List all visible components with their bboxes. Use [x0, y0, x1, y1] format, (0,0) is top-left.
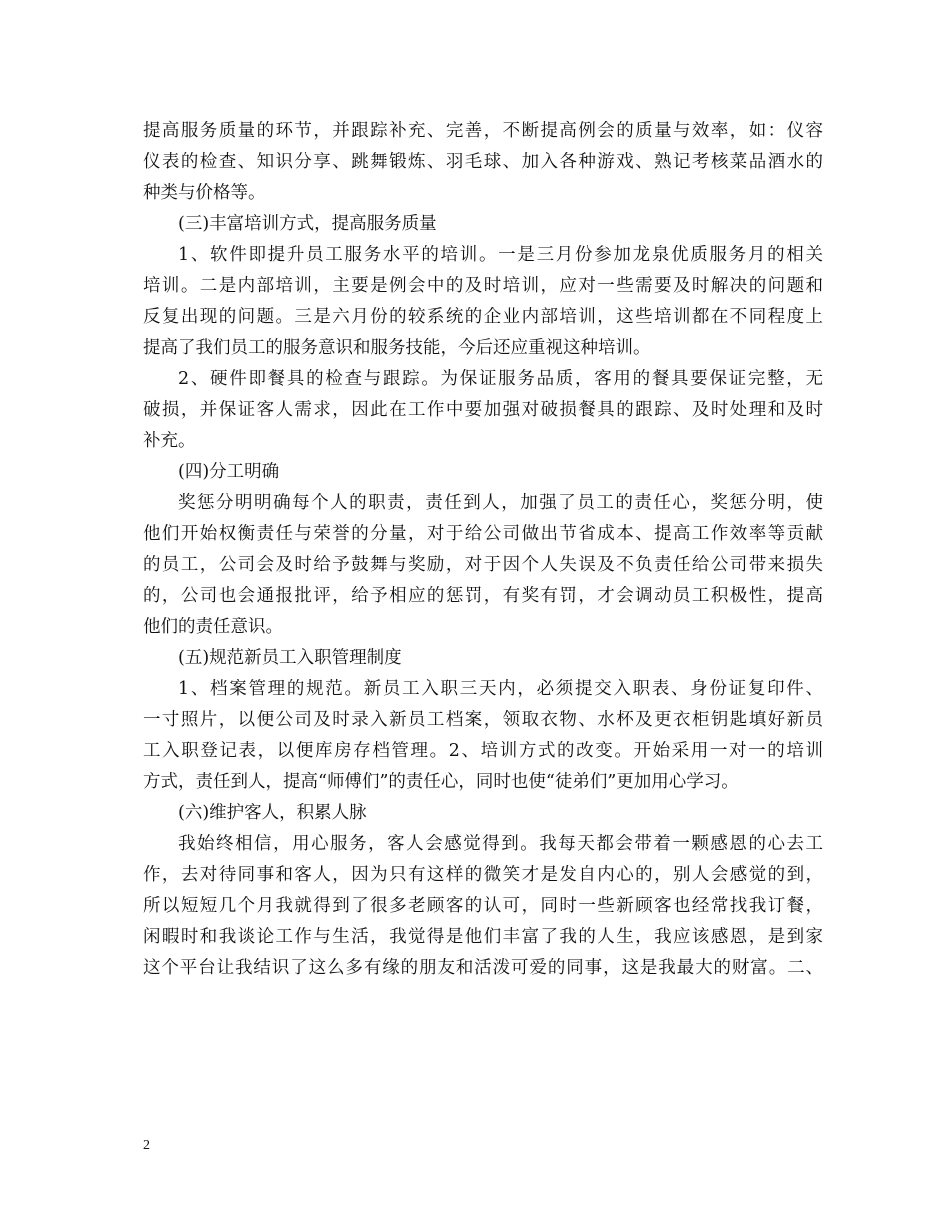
- document-body: [143, 116, 823, 984]
- text-line: 工入职登记表，以便库房存档管理。2、培训方式的改变。开始采用一对一的培训: [143, 741, 823, 761]
- text-line: 所以短短几个月我就得到了很多老顾客的认可，同时一些新顾客也经常找我订餐，: [143, 896, 823, 916]
- page-number: 2: [143, 1138, 150, 1153]
- text-line: 作，去对待同事和客人，因为只有这样的微笑才是发自内心的，别人会感觉的到，: [143, 865, 823, 885]
- text-line: 破损，并保证客人需求，因此在工作中要加强对破损餐具的跟踪、及时处理和及时: [143, 400, 823, 420]
- text-line: 的，公司也会通报批评，给予相应的惩罚，有奖有罚，才会调动员工积极性，提高: [143, 586, 823, 606]
- text-line: 我始终相信，用心服务，客人会感觉得到。我每天都会带着一颗感恩的心去工: [178, 834, 823, 854]
- text-line: 1、档案管理的规范。新员工入职三天内，必须提交入职表、身份证复印件、: [178, 679, 823, 699]
- section-heading-3: (三)丰富培训方式，提高服务质量: [178, 214, 437, 234]
- text-line: 反复出现的问题。三是六月份的较系统的企业内部培训，这些培训都在不同程度上: [143, 307, 823, 327]
- text-line: 提高了我们员工的服务意识和服务技能，今后还应重视这种培训。: [143, 338, 651, 358]
- text-line: 方式，责任到人，提高“师傅们”的责任心，同时也使“徒弟们”更加用心学习。: [143, 772, 739, 792]
- text-line: 培训。二是内部培训，主要是例会中的及时培训，应对一些需要及时解决的问题和: [143, 276, 823, 296]
- section-heading-4: (四)分工明确: [178, 462, 280, 482]
- section-heading-5: (五)规范新员工入职管理制度: [178, 648, 402, 668]
- text-line: 种类与价格等。: [143, 183, 266, 203]
- text-line: 这个平台让我结识了这么多有缘的朋友和活泼可爱的同事，这是我最大的财富。二、: [143, 958, 823, 978]
- text-line: 补充。: [143, 431, 196, 451]
- text-line: 闲暇时和我谈论工作与生活，我觉得是他们丰富了我的人生，我应该感恩，是到家: [143, 927, 823, 947]
- section-heading-6: (六)维护客人，积累人脉: [178, 803, 367, 823]
- text-line: 1、软件即提升员工服务水平的培训。一是三月份参加龙泉优质服务月的相关: [178, 245, 823, 265]
- text-line: 仪表的检查、知识分享、跳舞锻炼、羽毛球、加入各种游戏、熟记考核菜品酒水的: [143, 152, 823, 172]
- text-line: 2、硬件即餐具的检查与跟踪。为保证服务品质，客用的餐具要保证完整，无: [178, 369, 823, 389]
- text-line: 他们开始权衡责任与荣誉的分量，对于给公司做出节省成本、提高工作效率等贡献: [143, 524, 823, 544]
- text-line: 的员工，公司会及时给予鼓舞与奖励，对于因个人失误及不负责任给公司带来损失: [143, 555, 823, 575]
- text-line: 他们的责任意识。: [143, 617, 283, 637]
- text-line: 一寸照片，以便公司及时录入新员工档案，领取衣物、水杯及更衣柜钥匙填好新员: [143, 710, 823, 730]
- text-line: 提高服务质量的环节，并跟踪补充、完善，不断提高例会的质量与效率，如：仪容: [143, 121, 823, 141]
- text-line: 奖惩分明明确每个人的职责，责任到人，加强了员工的责任心，奖惩分明，使: [178, 493, 823, 513]
